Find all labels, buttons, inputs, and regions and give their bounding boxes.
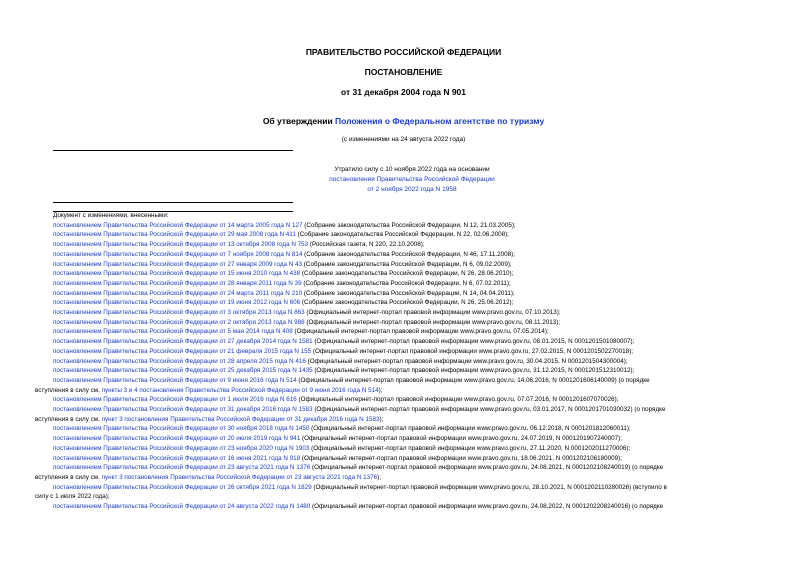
list-item: постановлением Правительства Российской Федерации от 27 января 2009 года N 43 (Собрание законодательства Российской Федерации, N 6, 09.02.2009); xyxy=(53,260,512,268)
lost-force-link-1[interactable]: постановления Правительства Российской Федерации xyxy=(329,176,495,183)
list-item: постановлением Правительства Российской Федерации от 28 января 2011 года N 39 (Собрание законодательства Российской Федерации, N 6, 07.02.2011); xyxy=(53,279,511,287)
list-item-continuation: вступления в силу см. пункт 3 постановления Правительства Российской Федерации от 23 августа 2021 года N 1376); xyxy=(35,473,381,481)
amendment-link[interactable]: постановлением Правительства Российской Федерации от 7 ноября 2008 года N 814 xyxy=(53,250,303,258)
lost-force-link-2[interactable]: от 2 ноября 2022 года N 1958 xyxy=(367,186,457,193)
list-item-continuation: вступления в силу см. пункт 3 постановления Правительства Российской Федерации от 31 декабря 2016 года N 1583); xyxy=(35,415,384,423)
list-item: постановлением Правительства Российской Федерации от 29 мая 2008 года N 411 (Собрание законодательства Российской Федерации, N 22, 02.06.2008); xyxy=(53,231,509,239)
title-link[interactable]: Положения о Федеральном агентстве по туризму xyxy=(335,116,545,126)
amendment-link[interactable]: постановлением Правительства Российской Федерации от 3 октября 2013 года N 863 xyxy=(53,309,305,317)
amendments-list xyxy=(35,211,793,512)
lost-force-line-1: Утратило силу с 10 ноября 2022 года на основании xyxy=(334,166,490,173)
list-item: постановлением Правительства Российской Федерации от 14 марта 2005 года N 127 (Собрание законодательства Российской Федерации, N 12, 21.03.2005); xyxy=(53,221,516,229)
list-item: постановлением Правительства Российской Федерации от 5 мая 2014 года N 408 (Официальный интернет-портал правовой информации www.pravo.gov.ru, 07.05.2014); xyxy=(53,328,549,336)
list-item: постановлением Правительства Российской Федерации от 28 апреля 2015 года N 416 (Официальный интернет-портал правовой информации www.pravo.gov.ru, 30.04.2015, N 0001201504300004); xyxy=(53,357,628,365)
amendment-link[interactable]: постановлением Правительства Российской Федерации от 29 мая 2008 года N 411 xyxy=(53,231,296,239)
list-item: постановлением Правительства Российской Федерации от 20 июля 2019 года N 941 (Официальный интернет-портал правовой информации www.pravo.gov.ru, 24.07.2019, N 0001201907240007); xyxy=(53,435,623,443)
divider xyxy=(53,202,293,203)
amendment-link[interactable]: постановлением Правительства Российской Федерации от 23 ноября 2020 года N 1903 xyxy=(53,444,310,452)
list-item: постановлением Правительства Российской Федерации от 30 ноября 2018 года N 1450 (Официальный интернет-портал правовой информации www.pravo.gov.ru, 06.12.2018, N 0001201812060011); xyxy=(53,425,631,433)
amendment-link[interactable]: постановлением Правительства Российской Федерации от 24 августа 2022 года N 1480 xyxy=(53,503,311,511)
amendment-link[interactable]: постановлением Правительства Российской Федерации от 15 июня 2010 года N 438 xyxy=(53,270,301,278)
list-item: постановлением Правительства Российской Федерации от 27 декабря 2014 года N 1581 (Официальный интернет-портал правовой информации www.pravo.gov.ru, 08.01.2015, N 0001201501080007); xyxy=(53,338,635,346)
list-item: постановлением Правительства Российской Федерации от 9 июня 2016 года N 514 (Официальный интернет-портал правовой информации www.pravo.gov.ru, 14.06.2016, N 0001201606140009) (о порядке xyxy=(53,376,650,384)
amendment-link[interactable]: постановлением Правительства Российской Федерации от 16 июня 2021 года N 918 xyxy=(53,454,301,462)
list-item: постановлением Правительства Российской Федерации от 19 июня 2012 года N 606 (Собрание законодательства Российской Федерации, N 26, 25.06.2012); xyxy=(53,299,514,307)
amendment-link[interactable]: постановлением Правительства Российской Федерации от 24 марта 2011 года N 210 xyxy=(53,289,303,297)
list-item: постановлением Правительства Российской Федерации от 16 июня 2021 года N 918 (Официальный интернет-портал правовой информации www.pravo.gov.ru, 18.06.2021, N 0001202106180009); xyxy=(53,454,622,462)
organization-heading: ПРАВИТЕЛЬСТВО РОССИЙСКОЙ ФЕДЕРАЦИИ xyxy=(305,47,502,57)
amendment-link[interactable]: постановлением Правительства Российской Федерации от 21 февраля 2015 года N 155 xyxy=(53,347,312,355)
amendment-link[interactable]: постановлением Правительства Российской Федерации от 19 июня 2012 года N 606 xyxy=(53,299,301,307)
list-item: постановлением Правительства Российской Федерации от 13 октября 2008 года N 753 (Российская газета, N 220, 22.10.2008); xyxy=(53,241,425,249)
amendment-link[interactable]: постановлением Правительства Российской Федерации от 31 декабря 2016 года N 1583 xyxy=(53,406,313,414)
amendment-link[interactable]: постановлением Правительства Российской Федерации от 28 апреля 2015 года N 416 xyxy=(53,357,306,365)
list-item-continuation: вступления в силу см. пункты 3 и 4 постановления Правительства Российской Федерации от 9 июня 2016 года N 514); xyxy=(35,386,383,394)
list-item: постановлением Правительства Российской Федерации от 23 августа 2021 года N 1376 (Официальный интернет-портал правовой информации www.pravo.gov.ru, 24.08.2021, N 0001202108240019) (о порядке xyxy=(53,464,664,472)
list-item: постановлением Правительства Российской Федерации от 31 декабря 2016 года N 1583 (Официальный интернет-портал правовой информации www.pravo.gov.ru, 03.01.2017, N 0001201701030032) (о порядке xyxy=(53,406,666,414)
amendment-link[interactable]: постановлением Правительства Российской Федерации от 20 июля 2019 года N 941 xyxy=(53,435,301,443)
document-type-heading: ПОСТАНОВЛЕНИЕ xyxy=(364,67,443,77)
list-item: постановлением Правительства Российской Федерации от 23 ноября 2020 года N 1903 (Официальный интернет-портал правовой информации www.pravo.gov.ru, 27.11.2020, N 0001202011270006); xyxy=(53,444,631,452)
amendment-link[interactable]: пункты 3 и 4 постановления Правительства Российской Федерации от 9 июня 2016 года N 514 xyxy=(101,386,379,394)
amendment-link[interactable]: постановлением Правительства Российской Федерации от 27 декабря 2014 года N 1581 xyxy=(53,338,313,346)
list-item: постановлением Правительства Российской Федерации от 25 декабря 2015 года N 1435 (Официальный интернет-портал правовой информации www.pravo.gov.ru, 31.12.2015, N 0001201512310012); xyxy=(53,367,635,375)
list-item: постановлением Правительства Российской Федерации от 24 марта 2011 года N 210 (Собрание законодательства Российской Федерации, N 14, 04.04.2011); xyxy=(53,289,515,297)
list-item: постановлением Правительства Российской Федерации от 2 октября 2013 года N 988 (Официальный интернет-портал правовой информации www.pravo.gov.ru, 08.11.2013); xyxy=(53,318,561,326)
divider xyxy=(53,150,293,151)
title-prefix: Об утверждении xyxy=(262,116,336,126)
amendments-intro: Документ с изменениями, внесенными: xyxy=(53,212,169,219)
list-item: постановлением Правительства Российской Федерации от 7 ноября 2008 года N 814 (Собрание законодательства Российской Федерации, N 46, 17.11.2008); xyxy=(53,250,516,258)
amendment-link[interactable]: постановлением Правительства Российской Федерации от 27 января 2009 года N 43 xyxy=(53,260,303,268)
amendment-link[interactable]: постановлением Правительства Российской Федерации от 13 октября 2008 года N 753 xyxy=(53,241,309,249)
list-item: постановлением Правительства Российской Федерации от 24 августа 2022 года N 1480 (Официальный интернет-портал правовой информации www.pravo.gov.ru, 24.08.2022, N 0001202208240016) (о порядке xyxy=(53,503,664,511)
amendment-link[interactable]: пункт 3 постановления Правительства Российской Федерации от 23 августа 2021 года N 1376 xyxy=(101,473,378,481)
amendment-link[interactable]: постановлением Правительства Российской Федерации от 23 августа 2021 года N 1376 xyxy=(53,464,311,472)
amendment-link[interactable]: постановлением Правительства Российской Федерации от 14 марта 2005 года N 127 xyxy=(53,221,303,229)
changes-note: (с изменениями на 24 августа 2022 года) xyxy=(341,136,466,143)
date-number-heading: от 31 декабря 2004 года N 901 xyxy=(340,87,467,97)
list-item: постановлением Правительства Российской Федерации от 3 октября 2013 года N 863 (Официальный интернет-портал правовой информации www.pravo.gov.ru, 07.10.2013); xyxy=(53,309,561,317)
document-title xyxy=(0,116,807,126)
amendment-link[interactable]: постановлением Правительства Российской Федерации от 28 января 2011 года N 39 xyxy=(53,279,302,287)
amendment-link[interactable]: постановлением Правительства Российской Федерации от 5 мая 2014 года N 408 xyxy=(53,328,293,336)
list-item: постановлением Правительства Российской Федерации от 1 июля 2016 года N 616 (Официальный интернет-портал правовой информации www.pravo.gov.ru, 07.07.2016, N 0001201607070026); xyxy=(53,396,619,404)
amendment-link[interactable]: постановлением Правительства Российской Федерации от 2 октября 2013 года N 988 xyxy=(53,318,305,326)
list-item: постановлением Правительства Российской Федерации от 21 февраля 2015 года N 155 (Официальный интернет-портал правовой информации www.pravo.gov.ru, 27.02.2015, N 0001201502270018); xyxy=(53,347,633,355)
amendment-link[interactable]: постановлением Правительства Российской Федерации от 1 июля 2016 года N 616 xyxy=(53,396,297,404)
amendment-link[interactable]: пункт 3 постановления Правительства Российской Федерации от 31 декабря 2016 года N 1583 xyxy=(101,415,380,423)
list-item: постановлением Правительства Российской Федерации от 15 июня 2010 года N 438 (Собрание законодательства Российской Федерации, N 26, 28.06.2010); xyxy=(53,270,514,278)
list-item-continuation: силу с 1 июля 2022 года); xyxy=(35,493,110,501)
list-item: постановлением Правительства Российской Федерации от 26 октября 2021 года N 1829 (Официальный интернет-портал правовой информации www.pravo.gov.ru, 28.10.2021, N 0001202110280026) (вступило в xyxy=(53,483,667,491)
amendment-link[interactable]: постановлением Правительства Российской Федерации от 30 ноября 2018 года N 1450 xyxy=(53,425,310,433)
amendment-link[interactable]: постановлением Правительства Российской Федерации от 25 декабря 2015 года N 1435 xyxy=(53,367,313,375)
amendment-link[interactable]: постановлением Правительства Российской Федерации от 26 октября 2021 года N 1829 xyxy=(53,483,312,491)
amendment-link[interactable]: постановлением Правительства Российской Федерации от 9 июня 2016 года N 514 xyxy=(53,376,297,384)
